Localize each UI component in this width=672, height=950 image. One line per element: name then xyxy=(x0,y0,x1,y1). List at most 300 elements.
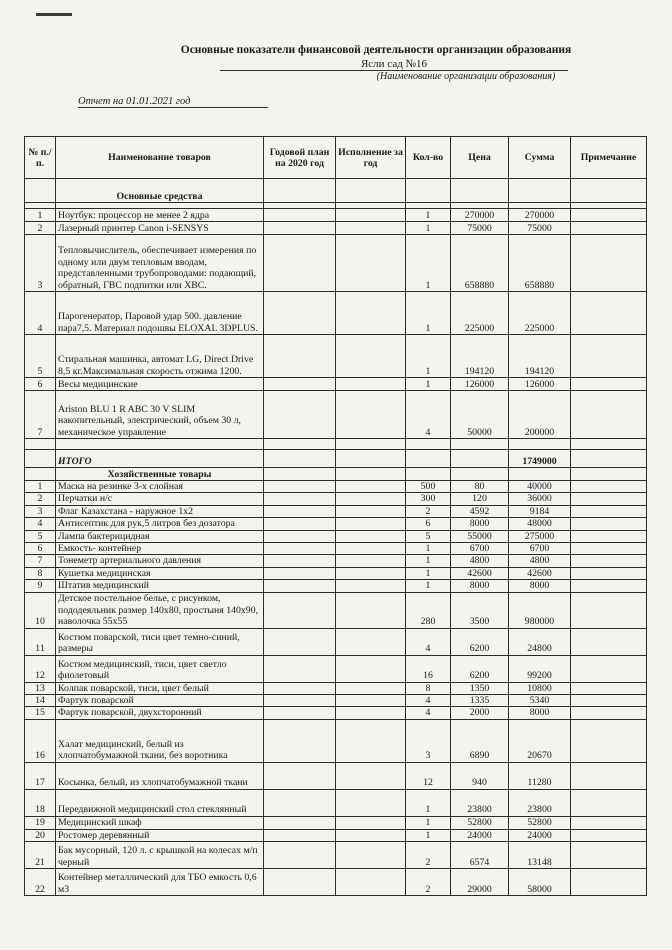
price-cell: 75000 xyxy=(451,222,509,235)
sum-cell: 225000 xyxy=(509,292,571,335)
plan-cell xyxy=(264,555,336,567)
qty-cell: 4 xyxy=(406,391,451,439)
price-cell: 194120 xyxy=(451,335,509,378)
empty-cell xyxy=(451,439,509,450)
plan-cell xyxy=(264,789,336,816)
item-name: Халат медицинский, белый из хлопчатобумажной ткани, без воротника xyxy=(56,719,264,762)
row-number: 4 xyxy=(25,518,56,530)
section-row xyxy=(25,468,647,481)
empty-cell xyxy=(25,468,56,481)
sum-cell: 980000 xyxy=(509,592,571,628)
note-cell xyxy=(571,869,647,896)
sum-cell: 4800 xyxy=(509,555,571,567)
note-cell xyxy=(571,816,647,829)
price-cell: 80 xyxy=(451,481,509,493)
price-cell: 24000 xyxy=(451,829,509,841)
qty-cell: 1 xyxy=(406,580,451,592)
note-cell xyxy=(571,789,647,816)
plan-cell xyxy=(264,543,336,555)
plan-cell xyxy=(264,682,336,694)
item-name: Штатив медицинский xyxy=(56,580,264,592)
plan-cell xyxy=(264,829,336,841)
price-cell: 6890 xyxy=(451,719,509,762)
note-cell xyxy=(571,567,647,579)
price-cell: 6200 xyxy=(451,628,509,655)
row-number: 20 xyxy=(25,829,56,841)
exec-cell xyxy=(336,222,406,235)
exec-cell xyxy=(336,719,406,762)
qty-cell: 1 xyxy=(406,567,451,579)
row-number: 8 xyxy=(25,567,56,579)
item-name: Тепловычислитель, обеспечивает измерения по одному или двум тепловым вводам, представленными трубопроводами: подающий, обратный, ГВС подпитки или ХВС. xyxy=(56,235,264,292)
row-number: 18 xyxy=(25,789,56,816)
note-cell xyxy=(571,505,647,517)
price-cell: 1350 xyxy=(451,682,509,694)
item-name: Фартук поварской, двухсторонний xyxy=(56,707,264,719)
scan-mark xyxy=(36,13,72,16)
plan-cell xyxy=(264,762,336,789)
report-date: Отчет на 01.01.2021 год xyxy=(78,96,268,108)
note-cell xyxy=(571,842,647,869)
row-number: 2 xyxy=(25,222,56,235)
qty-cell: 1 xyxy=(406,378,451,391)
sum-cell: 20670 xyxy=(509,719,571,762)
table-row xyxy=(25,592,647,628)
exec-cell xyxy=(336,816,406,829)
exec-cell xyxy=(336,869,406,896)
exec-cell xyxy=(336,580,406,592)
table-row xyxy=(25,682,647,694)
plan-cell xyxy=(264,628,336,655)
price-cell: 6574 xyxy=(451,842,509,869)
empty-cell xyxy=(451,450,509,468)
qty-cell: 300 xyxy=(406,493,451,505)
plan-cell xyxy=(264,493,336,505)
sum-cell: 8000 xyxy=(509,707,571,719)
row-number: 11 xyxy=(25,628,56,655)
price-cell: 4592 xyxy=(451,505,509,517)
table-row xyxy=(25,505,647,517)
note-cell xyxy=(571,655,647,682)
table-row xyxy=(25,829,647,841)
empty-cell xyxy=(406,439,451,450)
table-row xyxy=(25,567,647,579)
qty-cell: 1 xyxy=(406,209,451,222)
plan-cell xyxy=(264,842,336,869)
item-name: Флаг Казахстана - наружное 1х2 xyxy=(56,505,264,517)
price-cell: 23800 xyxy=(451,789,509,816)
item-name: Контейнер металлический для ТБО емкость 0,6 м3 xyxy=(56,869,264,896)
qty-cell: 1 xyxy=(406,829,451,841)
sum-cell: 75000 xyxy=(509,222,571,235)
note-cell xyxy=(571,707,647,719)
sum-cell: 9184 xyxy=(509,505,571,517)
row-number: 22 xyxy=(25,869,56,896)
col-no: № п./п. xyxy=(25,137,56,179)
note-cell xyxy=(571,292,647,335)
exec-cell xyxy=(336,481,406,493)
col-qty: Кол-во xyxy=(406,137,451,179)
row-number: 12 xyxy=(25,655,56,682)
exec-cell xyxy=(336,530,406,542)
row-number: 6 xyxy=(25,378,56,391)
item-name: Весы медицинские xyxy=(56,378,264,391)
total-row xyxy=(25,450,647,468)
sum-cell: 275000 xyxy=(509,530,571,542)
exec-cell xyxy=(336,335,406,378)
row-number: 13 xyxy=(25,682,56,694)
note-cell xyxy=(571,493,647,505)
note-cell xyxy=(571,378,647,391)
note-cell xyxy=(571,481,647,493)
item-name: Емкость- контейнер xyxy=(56,543,264,555)
exec-cell xyxy=(336,493,406,505)
table-row xyxy=(25,719,647,762)
plan-cell xyxy=(264,518,336,530)
table-row xyxy=(25,335,647,378)
exec-cell xyxy=(336,789,406,816)
note-cell xyxy=(571,518,647,530)
item-name: Медицинский шкаф xyxy=(56,816,264,829)
empty-cell xyxy=(264,468,336,481)
qty-cell: 1 xyxy=(406,555,451,567)
item-name: Лазерный принтер Canon i-SENSYS xyxy=(56,222,264,235)
empty-cell xyxy=(451,179,509,203)
note-cell xyxy=(571,719,647,762)
org-name: Ясли сад №16 xyxy=(220,58,568,71)
exec-cell xyxy=(336,292,406,335)
sum-cell: 8000 xyxy=(509,580,571,592)
qty-cell: 12 xyxy=(406,762,451,789)
exec-cell xyxy=(336,505,406,517)
col-price: Цена xyxy=(451,137,509,179)
table-row xyxy=(25,530,647,542)
note-cell xyxy=(571,628,647,655)
exec-cell xyxy=(336,518,406,530)
table-row xyxy=(25,518,647,530)
qty-cell: 2 xyxy=(406,505,451,517)
plan-cell xyxy=(264,530,336,542)
note-cell xyxy=(571,829,647,841)
price-cell: 3500 xyxy=(451,592,509,628)
qty-cell: 1 xyxy=(406,335,451,378)
sum-cell: 36000 xyxy=(509,493,571,505)
row-number: 15 xyxy=(25,707,56,719)
note-cell xyxy=(571,580,647,592)
plan-cell xyxy=(264,707,336,719)
empty-cell xyxy=(264,439,336,450)
price-cell: 8000 xyxy=(451,580,509,592)
table-row xyxy=(25,209,647,222)
row-number: 7 xyxy=(25,555,56,567)
qty-cell: 1 xyxy=(406,222,451,235)
item-name: Костюм поварской, тиси цвет темно-синий, размеры xyxy=(56,628,264,655)
price-cell: 2000 xyxy=(451,707,509,719)
price-cell: 940 xyxy=(451,762,509,789)
qty-cell: 1 xyxy=(406,816,451,829)
item-name: Детское постельное белье, с рисунком, пододеяльник размер 140х80, простыня 140х90, наволочка 55х55 xyxy=(56,592,264,628)
note-cell xyxy=(571,695,647,707)
qty-cell: 1 xyxy=(406,789,451,816)
plan-cell xyxy=(264,235,336,292)
exec-cell xyxy=(336,829,406,841)
row-number: 3 xyxy=(25,505,56,517)
qty-cell: 5 xyxy=(406,530,451,542)
exec-cell xyxy=(336,543,406,555)
empty-cell xyxy=(509,439,571,450)
total-sum: 1749000 xyxy=(509,450,571,468)
item-name: Стиральная машинка, автомат LG, Direct Drive 8,5 кг.Максимальная скорость отжима 1200. xyxy=(56,335,264,378)
item-name: Маска на резинке 3-х слойная xyxy=(56,481,264,493)
empty-cell xyxy=(406,450,451,468)
sum-cell: 23800 xyxy=(509,789,571,816)
exec-cell xyxy=(336,567,406,579)
row-number: 21 xyxy=(25,842,56,869)
empty-cell xyxy=(336,450,406,468)
section-title: Основные средства xyxy=(56,179,264,203)
table-row xyxy=(25,378,647,391)
note-cell xyxy=(571,555,647,567)
item-name: Костюм медицинский, тиси, цвет светло фиолетовый xyxy=(56,655,264,682)
row-number: 10 xyxy=(25,592,56,628)
plan-cell xyxy=(264,869,336,896)
item-name: Перчатки н/с xyxy=(56,493,264,505)
price-cell: 52800 xyxy=(451,816,509,829)
sum-cell: 52800 xyxy=(509,816,571,829)
section-title: Хозяйственные товары xyxy=(56,468,264,481)
qty-cell: 280 xyxy=(406,592,451,628)
plan-cell xyxy=(264,695,336,707)
page-title: Основные показатели финансовой деятельности организации образования xyxy=(180,44,572,56)
table-row xyxy=(25,789,647,816)
table-row xyxy=(25,580,647,592)
sum-cell: 658880 xyxy=(509,235,571,292)
item-name: Бак мусорный, 120 л. с крышкой на колесах м/п черный xyxy=(56,842,264,869)
sum-cell: 24000 xyxy=(509,829,571,841)
item-name: Ноутбук: процессор не менее 2 ядра xyxy=(56,209,264,222)
sum-cell: 10800 xyxy=(509,682,571,694)
empty-cell xyxy=(264,450,336,468)
note-cell xyxy=(571,209,647,222)
sum-cell: 11280 xyxy=(509,762,571,789)
empty-cell xyxy=(509,468,571,481)
price-cell: 270000 xyxy=(451,209,509,222)
sum-cell: 270000 xyxy=(509,209,571,222)
plan-cell xyxy=(264,580,336,592)
row-number: 19 xyxy=(25,816,56,829)
header-row xyxy=(25,137,647,179)
table-row xyxy=(25,869,647,896)
table-row xyxy=(25,555,647,567)
price-cell: 4800 xyxy=(451,555,509,567)
empty-cell xyxy=(509,179,571,203)
item-name: Тонеметр артериального давления xyxy=(56,555,264,567)
exec-cell xyxy=(336,628,406,655)
plan-cell xyxy=(264,567,336,579)
row-number: 1 xyxy=(25,209,56,222)
col-plan: Годовой план на 2020 год xyxy=(264,137,336,179)
sum-cell: 13148 xyxy=(509,842,571,869)
price-cell: 6200 xyxy=(451,655,509,682)
table-row xyxy=(25,628,647,655)
exec-cell xyxy=(336,695,406,707)
empty-cell xyxy=(56,439,264,450)
qty-cell: 16 xyxy=(406,655,451,682)
price-cell: 120 xyxy=(451,493,509,505)
table-row xyxy=(25,391,647,439)
empty-cell xyxy=(571,179,647,203)
qty-cell: 1 xyxy=(406,543,451,555)
table-row xyxy=(25,481,647,493)
finance-table xyxy=(24,136,647,896)
row-number: 1 xyxy=(25,481,56,493)
table-row xyxy=(25,842,647,869)
row-number: 2 xyxy=(25,493,56,505)
table-row xyxy=(25,292,647,335)
row-number: 7 xyxy=(25,391,56,439)
plan-cell xyxy=(264,222,336,235)
exec-cell xyxy=(336,209,406,222)
exec-cell xyxy=(336,592,406,628)
note-cell xyxy=(571,391,647,439)
item-name: Фартук поварской xyxy=(56,695,264,707)
sum-cell: 6700 xyxy=(509,543,571,555)
qty-cell: 6 xyxy=(406,518,451,530)
row-number: 6 xyxy=(25,543,56,555)
note-cell xyxy=(571,762,647,789)
price-cell: 42600 xyxy=(451,567,509,579)
exec-cell xyxy=(336,762,406,789)
empty-cell xyxy=(264,179,336,203)
col-name: Наименование товаров xyxy=(56,137,264,179)
table-row xyxy=(25,762,647,789)
empty-cell xyxy=(25,450,56,468)
row-number: 3 xyxy=(25,235,56,292)
sum-cell: 58000 xyxy=(509,869,571,896)
exec-cell xyxy=(336,655,406,682)
exec-cell xyxy=(336,235,406,292)
empty-cell xyxy=(406,468,451,481)
price-cell: 8000 xyxy=(451,518,509,530)
qty-cell: 8 xyxy=(406,682,451,694)
table-row xyxy=(25,222,647,235)
qty-cell: 2 xyxy=(406,842,451,869)
row-number: 9 xyxy=(25,580,56,592)
sum-cell: 24800 xyxy=(509,628,571,655)
empty-cell xyxy=(25,439,56,450)
empty-cell xyxy=(336,179,406,203)
item-name: Колпак поварской, тиси, цвет белый xyxy=(56,682,264,694)
price-cell: 1335 xyxy=(451,695,509,707)
table-row xyxy=(25,493,647,505)
note-cell xyxy=(571,222,647,235)
empty-cell xyxy=(571,468,647,481)
exec-cell xyxy=(336,842,406,869)
sum-cell: 42600 xyxy=(509,567,571,579)
plan-cell xyxy=(264,481,336,493)
price-cell: 6700 xyxy=(451,543,509,555)
price-cell: 225000 xyxy=(451,292,509,335)
item-name: Косынка, белый, из хлопчатобумажной ткани xyxy=(56,762,264,789)
qty-cell: 1 xyxy=(406,235,451,292)
table-row xyxy=(25,707,647,719)
plan-cell xyxy=(264,816,336,829)
section-row xyxy=(25,179,647,203)
plan-cell xyxy=(264,292,336,335)
qty-cell: 4 xyxy=(406,628,451,655)
empty-cell xyxy=(406,179,451,203)
exec-cell xyxy=(336,555,406,567)
empty-cell xyxy=(571,450,647,468)
row-number: 5 xyxy=(25,530,56,542)
empty-cell xyxy=(336,468,406,481)
table-row xyxy=(25,695,647,707)
plan-cell xyxy=(264,378,336,391)
sum-cell: 48000 xyxy=(509,518,571,530)
table-row xyxy=(25,235,647,292)
price-cell: 658880 xyxy=(451,235,509,292)
item-name: Ariston BLU 1 R ABC 30 V SLIM накопительный, электрический, объем 30 л, механическое управление xyxy=(56,391,264,439)
empty-cell xyxy=(25,179,56,203)
sum-cell: 194120 xyxy=(509,335,571,378)
qty-cell: 3 xyxy=(406,719,451,762)
item-name: Ростомер деревянный xyxy=(56,829,264,841)
col-exec: Исполнение за год xyxy=(336,137,406,179)
plan-cell xyxy=(264,335,336,378)
qty-cell: 2 xyxy=(406,869,451,896)
note-cell xyxy=(571,530,647,542)
price-cell: 50000 xyxy=(451,391,509,439)
table-row xyxy=(25,543,647,555)
qty-cell: 4 xyxy=(406,707,451,719)
qty-cell: 500 xyxy=(406,481,451,493)
row-number: 4 xyxy=(25,292,56,335)
row-number: 14 xyxy=(25,695,56,707)
table-row xyxy=(25,655,647,682)
item-name: Передвижной медицинский стол стеклянный xyxy=(56,789,264,816)
plan-cell xyxy=(264,592,336,628)
total-label: ИТОГО xyxy=(56,450,264,468)
empty-cell xyxy=(571,439,647,450)
item-name: Лампа бактерицидная xyxy=(56,530,264,542)
price-cell: 55000 xyxy=(451,530,509,542)
plan-cell xyxy=(264,391,336,439)
plan-cell xyxy=(264,655,336,682)
exec-cell xyxy=(336,391,406,439)
empty-row xyxy=(25,439,647,450)
sum-cell: 40000 xyxy=(509,481,571,493)
plan-cell xyxy=(264,505,336,517)
sum-cell: 126000 xyxy=(509,378,571,391)
price-cell: 29000 xyxy=(451,869,509,896)
sum-cell: 200000 xyxy=(509,391,571,439)
exec-cell xyxy=(336,682,406,694)
col-note: Примечание xyxy=(571,137,647,179)
row-number: 17 xyxy=(25,762,56,789)
item-name: Антисептик для рук,5 литров без дозатора xyxy=(56,518,264,530)
sum-cell: 99200 xyxy=(509,655,571,682)
table-row xyxy=(25,816,647,829)
qty-cell: 1 xyxy=(406,292,451,335)
org-caption: (Наименование организации образования) xyxy=(376,71,556,82)
item-name: Парогенератор, Паровой удар 500. давление пара7,5. Материал подошвы ELOXAL 3DPLUS. xyxy=(56,292,264,335)
note-cell xyxy=(571,335,647,378)
col-sum: Сумма xyxy=(509,137,571,179)
price-cell: 126000 xyxy=(451,378,509,391)
note-cell xyxy=(571,682,647,694)
sum-cell: 5340 xyxy=(509,695,571,707)
row-number: 5 xyxy=(25,335,56,378)
